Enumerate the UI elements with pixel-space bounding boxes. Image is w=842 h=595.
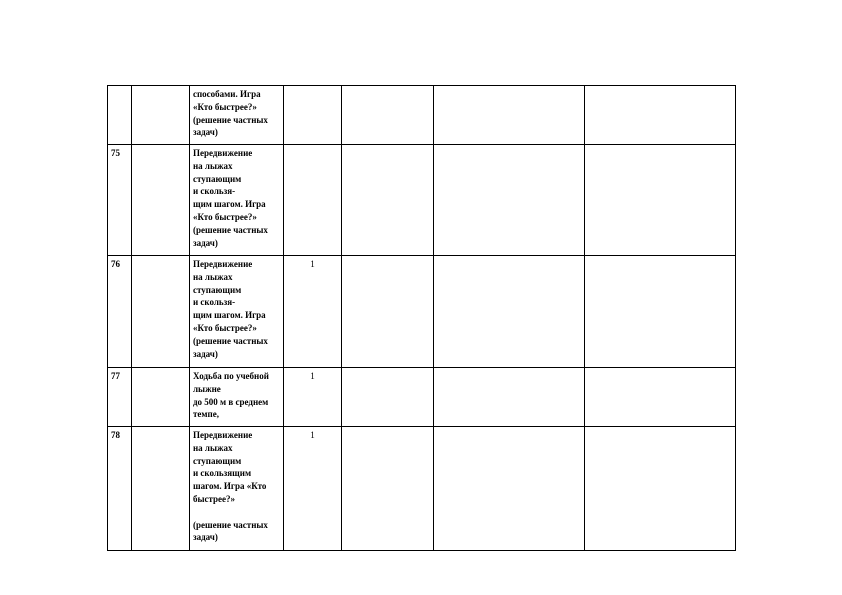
hours-cell: 1 xyxy=(284,256,342,368)
date-cell xyxy=(132,256,190,368)
empty-cell xyxy=(585,145,736,256)
empty-cell xyxy=(434,86,585,145)
empty-cell xyxy=(342,256,434,368)
empty-cell xyxy=(585,86,736,145)
date-cell xyxy=(132,368,190,427)
empty-cell xyxy=(434,368,585,427)
lesson-plan-table xyxy=(107,85,736,551)
table-row xyxy=(108,427,736,551)
empty-cell xyxy=(585,368,736,427)
topic-cell: Передвижение на лыжах ступающим и скользя- щим шагом. Игра «Кто быстрее?» (решение частных задач) xyxy=(190,256,284,368)
lesson-number-cell: 77 xyxy=(108,368,132,427)
table-row xyxy=(108,86,736,145)
empty-cell xyxy=(342,145,434,256)
table-row xyxy=(108,145,736,256)
lesson-number-cell: 75 xyxy=(108,145,132,256)
hours-cell xyxy=(284,145,342,256)
hours-cell: 1 xyxy=(284,427,342,551)
empty-cell xyxy=(342,427,434,551)
lesson-number-cell: 78 xyxy=(108,427,132,551)
empty-cell xyxy=(434,145,585,256)
lesson-number-cell xyxy=(108,86,132,145)
topic-cell: Передвижение на лыжах ступающим и скользя- щим шагом. Игра «Кто быстрее?» (решение частных задач) xyxy=(190,145,284,256)
empty-cell xyxy=(585,256,736,368)
table-row xyxy=(108,256,736,368)
hours-cell xyxy=(284,86,342,145)
empty-cell xyxy=(585,427,736,551)
date-cell xyxy=(132,427,190,551)
table-row xyxy=(108,368,736,427)
empty-cell xyxy=(434,256,585,368)
hours-cell: 1 xyxy=(284,368,342,427)
topic-cell: Ходьба по учебной лыжне до 500 м в среднем темпе, xyxy=(190,368,284,427)
date-cell xyxy=(132,86,190,145)
empty-cell xyxy=(434,427,585,551)
empty-cell xyxy=(342,368,434,427)
lesson-number-cell: 76 xyxy=(108,256,132,368)
topic-cell: Передвижение на лыжах ступающим и скользящим шагом. Игра «Кто быстрее?» (решение частных задач) xyxy=(190,427,284,551)
date-cell xyxy=(132,145,190,256)
topic-cell: способами. Игра «Кто быстрее?» (решение частных задач) xyxy=(190,86,284,145)
empty-cell xyxy=(342,86,434,145)
